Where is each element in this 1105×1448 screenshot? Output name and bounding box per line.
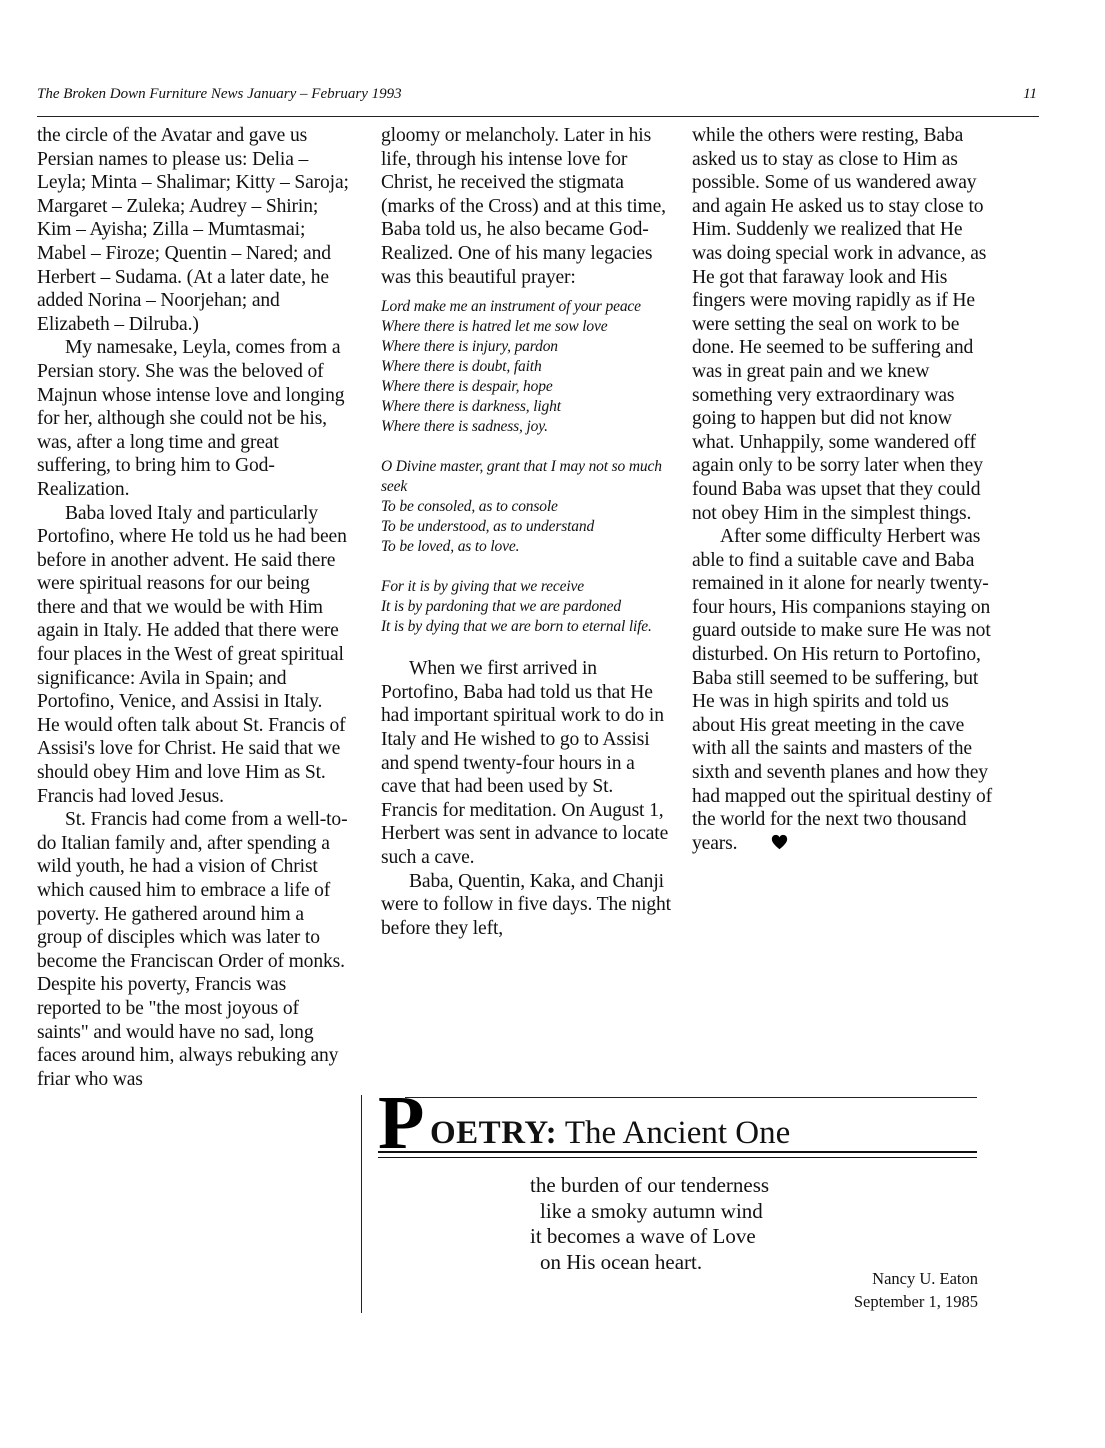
paragraph: When we first arrived in Portofino, Baba had told us that He had important spiritual work to do in Italy and He wished to go to Assisi and spend twenty-four hours in a cave that had been used by St. Francis for meditation. On August 1, Herbert was sent in advance to locate such a cave. xyxy=(381,658,669,868)
drop-initial: P xyxy=(378,1081,425,1165)
paragraph: Baba, Quentin, Kaka, and Chanji were to follow in five days. The night before they left, xyxy=(381,870,671,939)
poem-line: the burden of our tenderness xyxy=(530,1173,770,1197)
poem-line: on His ocean heart. xyxy=(540,1249,703,1274)
poem-line: it becomes a wave of Love xyxy=(530,1224,756,1248)
page-number: 11 xyxy=(1023,86,1037,102)
poem-body xyxy=(530,1173,830,1275)
poetry-double-rule-2 xyxy=(378,1157,977,1158)
prayer-line: To be understood, as to understand xyxy=(381,518,595,536)
prayer-of-st-francis xyxy=(381,297,671,637)
paragraph: St. Francis had come from a well-to-do Italian family and, after spending a wild youth, he had a vision of Christ which caused him to embrace a life of poverty. He gathered around him a group of disciples which was later to become the Franciscan Order of monks. Despite his poverty, Francis was reported to be "the most joyous of saints" and would have no sad, long faces around him, always rebuking any friar who was xyxy=(37,809,348,1090)
prayer-line: O Divine master, grant that I may not so much seek xyxy=(381,458,662,496)
prayer-line: It is by pardoning that we are pardoned xyxy=(381,598,621,616)
column-divider xyxy=(361,1095,362,1313)
prayer-stanza xyxy=(381,457,671,557)
poem-author: Nancy U. Eaton xyxy=(872,1269,978,1288)
prayer-stanza xyxy=(381,577,671,637)
prayer-line: Where there is sadness, joy. xyxy=(381,418,548,436)
prayer-line: Where there is injury, pardon xyxy=(381,338,558,356)
prayer-line: It is by dying that we are born to eternal life. xyxy=(381,618,652,636)
prayer-line: Lord make me an instrument of your peace xyxy=(381,298,641,316)
publication-title: The Broken Down Furniture News January – February 1993 xyxy=(37,86,402,102)
prayer-line: To be loved, as to love. xyxy=(381,538,520,556)
prayer-line: Where there is darkness, light xyxy=(381,398,561,416)
paragraph: the circle of the Avatar and gave us Persian names to please us: Delia – Leyla; Minta – Shalimar; Kitty – Saroja; Margaret – Zuleka; Audrey – Shirin; Kim – Ayisha; Zilla – Mumtasmai; Mabel – Firoze; Quentin – Nared; and Herbert – Sudama. (At a later date, he added Norina – Noorjehan; and Elizabeth – Dilruba.) xyxy=(37,125,349,335)
poem-byline xyxy=(800,1267,978,1313)
paragraph: while the others were resting, Baba asked us to stay as close to Him as possible. Some of us wandered away and again He asked us to stay close to Him. Suddenly we realized that He was doing special work in advance, as He got that faraway look and His fingers were moving rapidly as if He were setting the seal on work to be done. He seemed to be suffering and was in great pain and we knew something very extraordinary was going to happen but did not know what. Unhappily, some wandered off again only to be sorry later when they found Baba was upset that they could not obey Him in the simplest things. xyxy=(692,125,987,524)
poetry-double-rule-1 xyxy=(378,1151,977,1153)
prayer-stanza xyxy=(381,297,671,437)
poetry-title-text xyxy=(430,1113,790,1153)
paragraph xyxy=(692,525,992,857)
article-column-1 xyxy=(37,124,349,1091)
paragraph-text: After some difficulty Herbert was able to find a suitable cave and Baba remained in it alone for nearly twenty-four hours, His companions staying on guard outside to make sure He was not disturbed. On His return to Portofino, Baba still seemed to be suffering, but He was in high spirits and told us about His great meeting in the cave with all the saints and masters of the sixth and seventh planes and how they had mapped out the spiritual destiny of the world for the next two thousand years. xyxy=(692,526,992,854)
running-header xyxy=(37,86,1037,108)
poem-line: like a smoky autumn wind xyxy=(540,1198,763,1223)
paragraph: Baba loved Italy and particularly Portofino, where He told us he had been before in another advent. He said there were spiritual reasons for our being there and that we would be with Him again in Italy. He added that there were four places in the West of great spiritual significance: Avila in Spain; and Portofino, Venice, and Assisi in Italy. He would often talk about St. Francis of Assisi's love for Christ. He said that we should obey Him and love Him as St. Francis had loved Jesus. xyxy=(37,502,347,807)
heart-icon xyxy=(743,834,788,858)
article-column-3 xyxy=(692,124,992,857)
prayer-line: To be consoled, as to console xyxy=(381,498,558,516)
poetry-heading xyxy=(378,1081,978,1165)
prayer-line: Where there is doubt, faith xyxy=(381,358,542,376)
poem-date: September 1, 1985 xyxy=(853,1292,978,1311)
header-rule xyxy=(37,116,1039,117)
paragraph: My namesake, Leyla, comes from a Persian story. She was the beloved of Majnun whose intense love and longing for her, although she could not be his, was, after a long time and great suffering, to bring him to God-Realization. xyxy=(37,337,345,500)
prayer-line: For it is by giving that we receive xyxy=(381,578,584,596)
article-column-2 xyxy=(381,124,671,940)
paragraph: gloomy or melancholy. Later in his life, through his intense love for Christ, he received the stigmata (marks of the Cross) and at this time, Baba told us, he also became God-Realized. One of his many legacies was this beautiful prayer: xyxy=(381,125,666,288)
prayer-line: Where there is despair, hope xyxy=(381,378,553,396)
poem-title: The Ancient One xyxy=(564,1115,791,1151)
poetry-label: OETRY: xyxy=(430,1115,558,1151)
prayer-line: Where there is hatred let me sow love xyxy=(381,318,608,336)
